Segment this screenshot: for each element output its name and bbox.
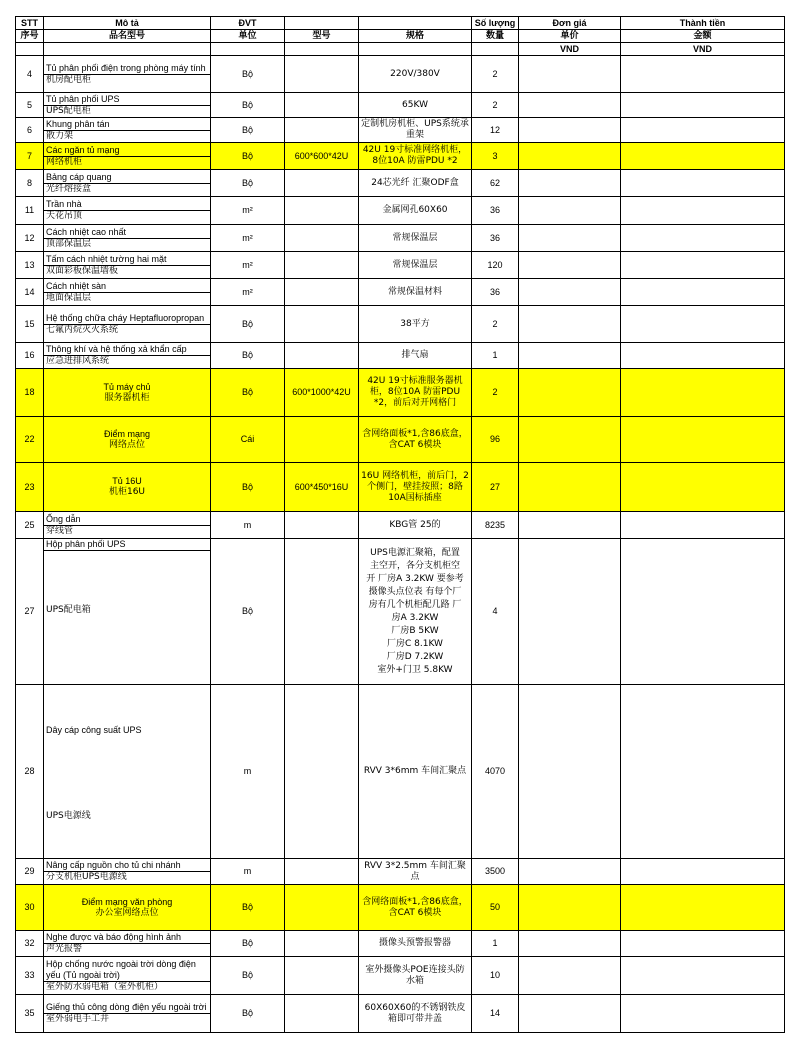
row-spec: 室外摄像头POE连接头防水箱 (359, 957, 472, 995)
row-model (285, 957, 359, 995)
row-unit-price (519, 885, 621, 931)
row-desc (44, 859, 211, 885)
row-qty: 12 (472, 118, 519, 143)
row-qty: 3500 (472, 859, 519, 885)
row-desc-vn: Tủ 16U (112, 476, 142, 486)
row-desc-cn: 双面彩板保温墙板 (44, 265, 210, 277)
row-desc-vn: Hệ thống chữa cháy Heptafluoropropan (46, 312, 205, 323)
row-amount (621, 369, 785, 417)
header-row-currency (16, 43, 785, 56)
table-row (16, 369, 785, 417)
row-unit-price (519, 343, 621, 369)
row-model (285, 56, 359, 93)
table-row (16, 995, 785, 1033)
row-qty: 3 (472, 143, 519, 170)
row-unit: Bộ (211, 143, 285, 170)
row-spec: 38平方 (359, 306, 472, 343)
row-amount (621, 417, 785, 463)
row-desc-vn: Cách nhiệt sàn (46, 280, 107, 291)
row-model (285, 170, 359, 197)
row-desc (44, 931, 211, 957)
row-unit-price (519, 957, 621, 995)
currency-amount: VND (621, 43, 785, 56)
row-amount (621, 197, 785, 225)
row-unit-price (519, 463, 621, 512)
row-unit-price (519, 252, 621, 279)
row-spec: 含网络面板*1,含86底盒，含CAT 6模块 (359, 417, 472, 463)
row-amount (621, 957, 785, 995)
row-desc (44, 93, 211, 118)
row-unit: Bộ (211, 463, 285, 512)
table-row (16, 343, 785, 369)
table-row (16, 957, 785, 995)
row-model (285, 93, 359, 118)
table-row (16, 56, 785, 93)
header-qty: Số lượng (472, 17, 519, 30)
row-unit-price (519, 512, 621, 539)
row-desc-cn: 办公室网络点位 (95, 907, 159, 918)
table-row (16, 859, 785, 885)
row-spec: 排气扇 (359, 343, 472, 369)
row-desc-vn: Hộp phân phối UPS (44, 539, 210, 551)
row-stt: 15 (16, 306, 44, 343)
row-spec (359, 539, 472, 685)
row-desc-cn: 室外弱电手工井 (44, 1013, 210, 1025)
row-spec: 24芯光纤 汇聚ODF盒 (359, 170, 472, 197)
row-desc (44, 539, 211, 685)
header-spec-cn: 规格 (359, 30, 472, 43)
header-row-cn (16, 30, 785, 43)
table-row (16, 118, 785, 143)
spec-line: 房A 3.2KW (391, 612, 439, 623)
row-stt: 32 (16, 931, 44, 957)
row-desc-vn: Dây cáp công suất UPS (46, 725, 142, 735)
spec-line: 厂房D 7.2KW (386, 651, 444, 662)
row-amount (621, 170, 785, 197)
row-desc-cn: UPS配电柜 (44, 105, 210, 117)
row-spec: 常规保温材料 (359, 279, 472, 306)
row-model (285, 225, 359, 252)
row-unit: Bộ (211, 93, 285, 118)
row-amount (621, 252, 785, 279)
spec-line: 开 厂房A 3.2KW 要参考 (366, 573, 464, 584)
row-unit-price (519, 417, 621, 463)
row-qty: 14 (472, 995, 519, 1033)
table-row (16, 225, 785, 252)
row-amount (621, 93, 785, 118)
row-unit: m² (211, 252, 285, 279)
row-model (285, 279, 359, 306)
row-stt: 23 (16, 463, 44, 512)
row-qty: 2 (472, 306, 519, 343)
row-desc-cn: 网络点位 (108, 439, 145, 450)
row-qty: 2 (472, 56, 519, 93)
row-stt: 12 (16, 225, 44, 252)
row-unit: Bộ (211, 170, 285, 197)
row-unit-price (519, 143, 621, 170)
row-qty: 4 (472, 539, 519, 685)
spec-line: 室外+门卫 5.8KW (377, 664, 453, 675)
row-desc-vn: Điểm mạng (103, 428, 150, 439)
row-qty: 27 (472, 463, 519, 512)
row-desc-cn: UPS配电箱 (46, 605, 91, 615)
row-desc-vn: Tủ phân phối điện trong phòng máy tính (46, 62, 206, 73)
row-desc-cn: 分支机柜UPS电源线 (44, 871, 210, 883)
row-model (285, 306, 359, 343)
row-desc-cn: 顶部保温层 (44, 238, 210, 250)
row-desc-cn: 散力架 (44, 130, 210, 142)
table-row (16, 93, 785, 118)
row-desc-cn: 服务器机柜 (104, 392, 150, 403)
spec-line: 厂房C 8.1KW (387, 638, 443, 649)
row-qty: 36 (472, 225, 519, 252)
row-qty: 36 (472, 197, 519, 225)
row-desc (44, 885, 211, 931)
row-desc (44, 225, 211, 252)
row-spec: 含网络面板*1,含86底盒，含CAT 6模块 (359, 885, 472, 931)
row-qty: 50 (472, 885, 519, 931)
row-qty: 10 (472, 957, 519, 995)
row-unit-price (519, 995, 621, 1033)
row-desc-vn: Giếng thủ công dòng điện yếu ngoài trời (46, 1002, 207, 1012)
row-model (285, 885, 359, 931)
row-desc (44, 143, 211, 170)
row-stt: 25 (16, 512, 44, 539)
row-qty: 36 (472, 279, 519, 306)
row-unit: m² (211, 225, 285, 252)
row-qty: 120 (472, 252, 519, 279)
row-unit: m² (211, 279, 285, 306)
row-model (285, 685, 359, 859)
row-desc-cn: 光纤熔接盒 (44, 183, 210, 195)
row-qty: 2 (472, 93, 519, 118)
row-model (285, 859, 359, 885)
row-amount (621, 343, 785, 369)
row-desc-vn: Các ngăn tủ mạng (46, 144, 120, 155)
row-desc-cn: 穿线管 (44, 525, 210, 537)
header-desc-cn: 品名型号 (44, 30, 211, 43)
row-spec: 16U 网络机柜，前后门，2个侧门，壁挂按照；8路10A国标插座 (359, 463, 472, 512)
row-amount (621, 995, 785, 1033)
row-desc-cn: 机柜16U (108, 487, 146, 497)
row-qty: 8235 (472, 512, 519, 539)
row-desc (44, 170, 211, 197)
row-unit: Bộ (211, 539, 285, 685)
row-qty: 62 (472, 170, 519, 197)
row-amount (621, 463, 785, 512)
row-stt: 13 (16, 252, 44, 279)
header-unit-cn: 单位 (211, 30, 285, 43)
row-desc (44, 417, 211, 463)
row-spec: KBG管 25的 (359, 512, 472, 539)
table-row (16, 252, 785, 279)
row-desc-vn: Cách nhiệt cao nhất (46, 226, 127, 237)
row-desc-cn: 天花吊顶 (44, 210, 210, 222)
row-desc (44, 512, 211, 539)
row-amount (621, 859, 785, 885)
row-unit-price (519, 56, 621, 93)
row-qty: 1 (472, 343, 519, 369)
header-unit-price: Đơn giá (519, 17, 621, 30)
row-unit: m (211, 859, 285, 885)
table-row (16, 170, 785, 197)
row-model (285, 197, 359, 225)
row-desc (44, 995, 211, 1033)
row-spec: 摄像头预警报警器 (359, 931, 472, 957)
spec-line: 厂房B 5KW (391, 625, 439, 636)
row-stt: 28 (16, 685, 44, 859)
row-desc-cn: UPS电源线 (46, 811, 91, 821)
row-desc (44, 369, 211, 417)
row-spec: 金属网孔60X60 (359, 197, 472, 225)
row-amount (621, 56, 785, 93)
row-desc-vn: Thông khí và hệ thống xả khẩn cấp (46, 344, 187, 354)
row-desc-vn: Điểm mạng văn phòng (81, 896, 173, 907)
row-model: 600*600*42U (285, 143, 359, 170)
row-spec: 常规保温层 (359, 252, 472, 279)
row-spec: 220V/380V (359, 56, 472, 93)
row-desc-vn: Hộp chống nước ngoài trời dòng điện yếu (Tủ ngoài trời) (46, 958, 196, 980)
spec-line: 主空开，各分支机柜空 (369, 560, 460, 571)
row-unit-price (519, 685, 621, 859)
quotation-table (15, 16, 785, 1033)
row-stt: 4 (16, 56, 44, 93)
row-stt: 35 (16, 995, 44, 1033)
row-amount (621, 512, 785, 539)
row-unit-price (519, 859, 621, 885)
row-model (285, 252, 359, 279)
row-unit-price (519, 369, 621, 417)
row-qty: 4070 (472, 685, 519, 859)
row-unit-price (519, 93, 621, 118)
header-amount: Thành tiền (621, 17, 785, 30)
table-row (16, 417, 785, 463)
spec-line: 房有几个机柜配几路 厂 (368, 599, 462, 610)
currency-unit-price: VND (519, 43, 621, 56)
header-desc: Mô tả (44, 17, 211, 30)
table-row (16, 885, 785, 931)
row-unit: Bộ (211, 306, 285, 343)
row-stt: 18 (16, 369, 44, 417)
spec-line: UPS电源汇聚箱，配置 (370, 547, 460, 558)
row-stt: 30 (16, 885, 44, 931)
row-model: 600*1000*42U (285, 369, 359, 417)
row-stt: 6 (16, 118, 44, 143)
row-desc (44, 685, 211, 859)
row-unit-price (519, 197, 621, 225)
table-row (16, 685, 785, 859)
row-desc-vn: Tủ phân phối UPS (46, 93, 120, 104)
row-desc-vn: Nâng cấp nguồn cho tủ chi nhánh (46, 860, 181, 870)
row-unit: Bộ (211, 995, 285, 1033)
row-desc-cn: 网络机柜 (44, 156, 210, 168)
row-unit: Bộ (211, 343, 285, 369)
row-desc (44, 118, 211, 143)
row-qty: 1 (472, 931, 519, 957)
row-amount (621, 279, 785, 306)
row-unit: m (211, 512, 285, 539)
table-row (16, 512, 785, 539)
row-unit: m² (211, 197, 285, 225)
row-stt: 5 (16, 93, 44, 118)
row-desc-vn: Nghe được và báo động hình ảnh (46, 932, 182, 942)
row-model (285, 118, 359, 143)
row-model (285, 931, 359, 957)
header-qty-cn: 数量 (472, 30, 519, 43)
row-spec: 定制机房机柜、UPS系统承重架 (359, 118, 472, 143)
row-desc (44, 343, 211, 369)
row-amount (621, 118, 785, 143)
row-unit: Cái (211, 417, 285, 463)
row-stt: 16 (16, 343, 44, 369)
row-unit: Bộ (211, 369, 285, 417)
table-row (16, 931, 785, 957)
row-unit-price (519, 225, 621, 252)
row-desc-cn: 应急进排风系统 (44, 355, 210, 367)
row-amount (621, 539, 785, 685)
row-desc-cn: 室外防水弱电箱（室外机柜） (44, 981, 210, 993)
spec-line: 摄像头点位表 有每个厂 (368, 586, 462, 597)
row-unit-price (519, 118, 621, 143)
row-spec: 42U 19寸标准服务器机柜，8位10A 防雷PDU *2，前后对开网格门 (359, 369, 472, 417)
row-model (285, 417, 359, 463)
row-desc-cn: 地面保温层 (44, 292, 210, 304)
row-desc (44, 56, 211, 93)
table-row (16, 197, 785, 225)
row-amount (621, 143, 785, 170)
row-stt: 22 (16, 417, 44, 463)
row-spec: RVV 3*2.5mm 车间汇聚点 (359, 859, 472, 885)
row-unit-price (519, 931, 621, 957)
row-stt: 33 (16, 957, 44, 995)
row-spec: 常规保温层 (359, 225, 472, 252)
row-stt: 8 (16, 170, 44, 197)
row-unit-price (519, 170, 621, 197)
row-desc (44, 463, 211, 512)
row-spec: RVV 3*6mm 车间汇聚点 (359, 685, 472, 859)
header-model-cn: 型号 (285, 30, 359, 43)
header-row-vn (16, 17, 785, 30)
row-model (285, 343, 359, 369)
row-unit: Bộ (211, 118, 285, 143)
row-spec: 65KW (359, 93, 472, 118)
row-desc-vn: Bảng cáp quang (46, 171, 112, 182)
row-desc-vn: Trần nhà (46, 199, 82, 209)
row-desc-cn: 七氟丙烷灭火系统 (44, 324, 210, 336)
row-desc-vn: Khung phân tán (46, 118, 110, 129)
row-unit-price (519, 539, 621, 685)
row-stt: 7 (16, 143, 44, 170)
row-unit-price (519, 279, 621, 306)
header-unit: ĐVT (211, 17, 285, 30)
header-amount-cn: 金额 (621, 30, 785, 43)
row-desc-cn: 声光报警 (44, 943, 210, 955)
row-qty: 96 (472, 417, 519, 463)
header-spec (359, 17, 472, 30)
row-amount (621, 931, 785, 957)
row-amount (621, 885, 785, 931)
row-desc-vn: Tấm cách nhiệt tường hai mặt (46, 253, 167, 264)
header-stt-cn: 序号 (16, 30, 44, 43)
header-stt: STT (16, 17, 44, 30)
row-qty: 2 (472, 369, 519, 417)
row-desc-vn: Ống dẫn (46, 513, 81, 524)
row-stt: 14 (16, 279, 44, 306)
row-desc (44, 957, 211, 995)
table-row (16, 463, 785, 512)
row-desc (44, 197, 211, 225)
row-model (285, 539, 359, 685)
row-desc-cn: 机房配电柜 (44, 74, 210, 86)
row-stt: 29 (16, 859, 44, 885)
row-model (285, 995, 359, 1033)
row-unit: Bộ (211, 957, 285, 995)
row-stt: 11 (16, 197, 44, 225)
row-amount (621, 306, 785, 343)
row-desc (44, 252, 211, 279)
header-model (285, 17, 359, 30)
row-amount (621, 225, 785, 252)
row-unit: Bộ (211, 56, 285, 93)
row-model: 600*450*16U (285, 463, 359, 512)
table-row (16, 306, 785, 343)
row-desc (44, 306, 211, 343)
row-unit: m (211, 685, 285, 859)
row-amount (621, 685, 785, 859)
row-spec: 60X60X60的不锈钢铁皮箱即可带井盖 (359, 995, 472, 1033)
row-desc (44, 279, 211, 306)
row-desc-vn: Tủ máy chủ (103, 381, 151, 392)
row-unit-price (519, 306, 621, 343)
row-model (285, 512, 359, 539)
table-row (16, 279, 785, 306)
row-unit: Bộ (211, 931, 285, 957)
table-row (16, 143, 785, 170)
row-unit: Bộ (211, 885, 285, 931)
row-stt: 27 (16, 539, 44, 685)
header-unit-price-cn: 单价 (519, 30, 621, 43)
row-spec: 42U 19寸标准网络机柜，8位10A 防雷PDU *2 (359, 143, 472, 170)
table-row (16, 539, 785, 685)
